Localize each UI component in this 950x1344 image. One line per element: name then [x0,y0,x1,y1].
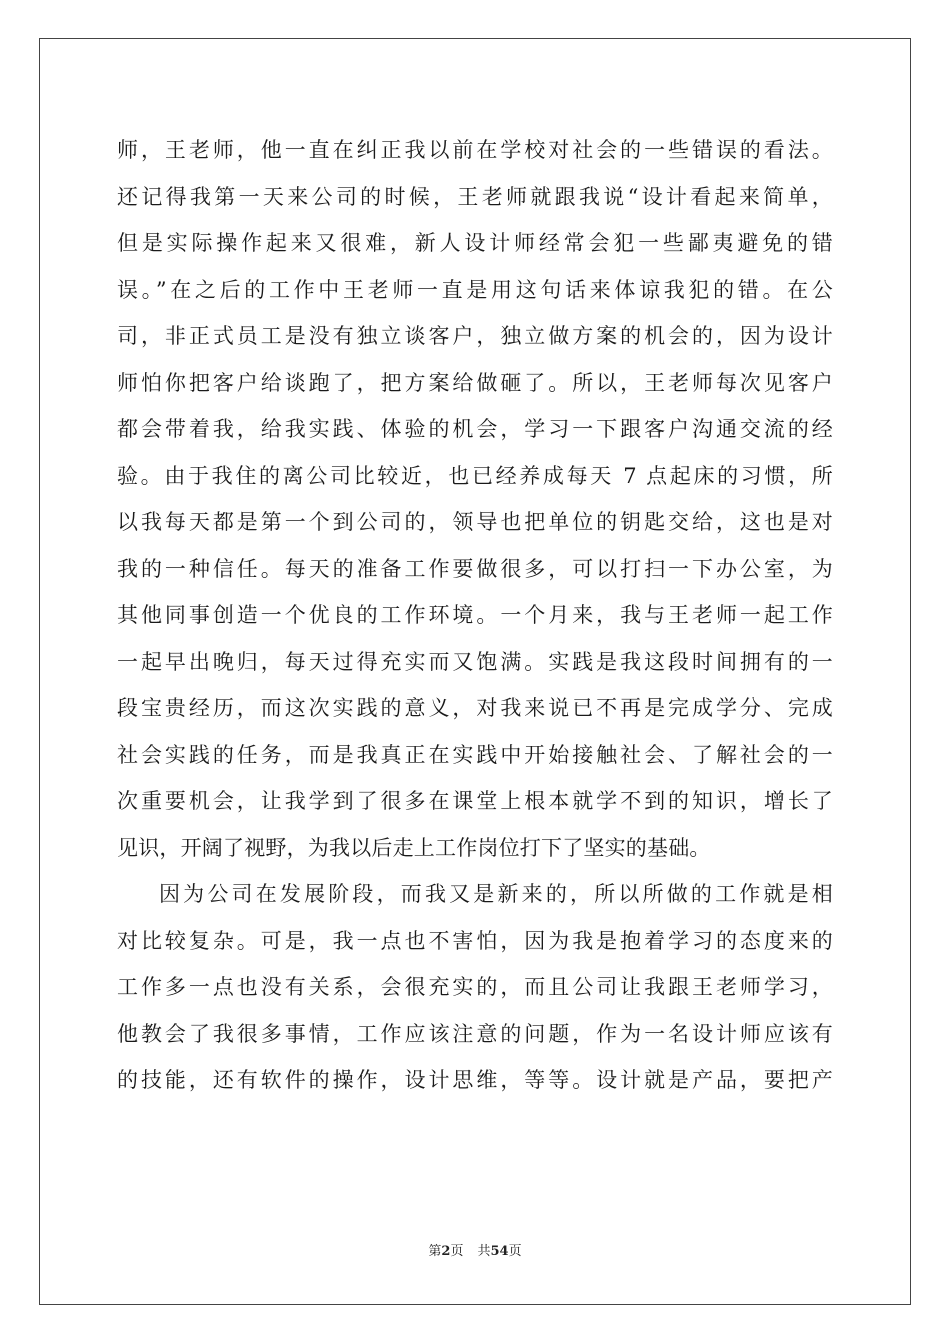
paragraph-1-line-7: 都会带着我，给我实践、体验的机会，学习一下跟客户沟通交流的经 [117,417,833,441]
paragraph-1-line-4: 误。”在之后的工作中王老师一直是用这句话来体谅我犯的错。在公 [117,277,833,302]
paragraph-1-line-9: 以我每天都是第一个到公司的，领导也把单位的钥匙交给，这也是对 [117,510,833,534]
footer-prefix: 第 [428,1244,442,1259]
paragraph-2-line-1: 因为公司在发展阶段，而我又是新来的，所以所做的工作就是相 [159,882,833,906]
page-footer [0,1240,950,1259]
paragraph-1-line-14: 社会实践的任务，而是我真正在实践中开始接触社会、了解社会的一 [117,742,833,767]
footer-current-page: 2 [441,1244,451,1259]
paragraph-1-line-2: 还记得我第一天来公司的时候，王老师就跟我说“设计看起来简单， [117,184,833,209]
paragraph-2-line-2: 对比较复杂。可是，我一点也不害怕，因为我是抱着学习的态度来的 [117,928,833,953]
paragraph-1-line-10: 我的一种信任。每天的准备工作要做很多，可以打扫一下办公室，为 [117,556,833,581]
paragraph-1-line-5: 司，非正式员工是没有独立谈客户，独立做方案的机会的，因为设计 [117,324,833,348]
paragraph-1-line-12: 一起早出晚归，每天过得充实而又饱满。实践是我这段时间拥有的一 [117,649,833,674]
paragraph-1-line-15: 次重要机会，让我学到了很多在课堂上根本就学不到的知识，增长了 [117,789,833,813]
footer-total-unit: 页 [508,1244,522,1259]
document-body [117,127,833,1104]
paragraph-1-line-1: 师，王老师，他一直在纠正我以前在学校对社会的一些错误的看法。 [117,138,833,162]
paragraph-2-line-3: 工作多一点也没有关系，会很充实的，而且公司让我跟王老师学习， [117,975,833,999]
paragraph-1-line-8: 验。由于我住的离公司比较近，也已经养成每天 7 点起床的习惯，所 [117,463,833,488]
paragraph-2-line-4: 他教会了我很多事情，工作应该注意的问题，作为一名设计师应该有 [117,1021,833,1046]
paragraph-1-line-13: 段宝贵经历，而这次实践的意义，对我来说已不再是完成学分、完成 [117,696,833,720]
footer-total-prefix: 共 [477,1244,491,1259]
footer-total-pages: 54 [490,1244,509,1259]
paragraph-1-line-11: 其他同事创造一个优良的工作环境。一个月来，我与王老师一起工作 [117,603,833,627]
paragraph-2-line-5: 的技能，还有软件的操作，设计思维，等等。设计就是产品，要把产 [117,1068,833,1092]
paragraph-1-line-6: 师怕你把客户给谈跑了，把方案给做砸了。所以，王老师每次见客户 [117,370,833,395]
footer-page-unit: 页 [450,1244,464,1259]
paragraph-1-line-3: 但是实际操作起来又很难，新人设计师经常会犯一些鄙夷避免的错 [117,231,833,255]
paragraph-1-line-16: 见识，开阔了视野，为我以后走上工作岗位打下了坚实的基础。 [117,835,711,860]
